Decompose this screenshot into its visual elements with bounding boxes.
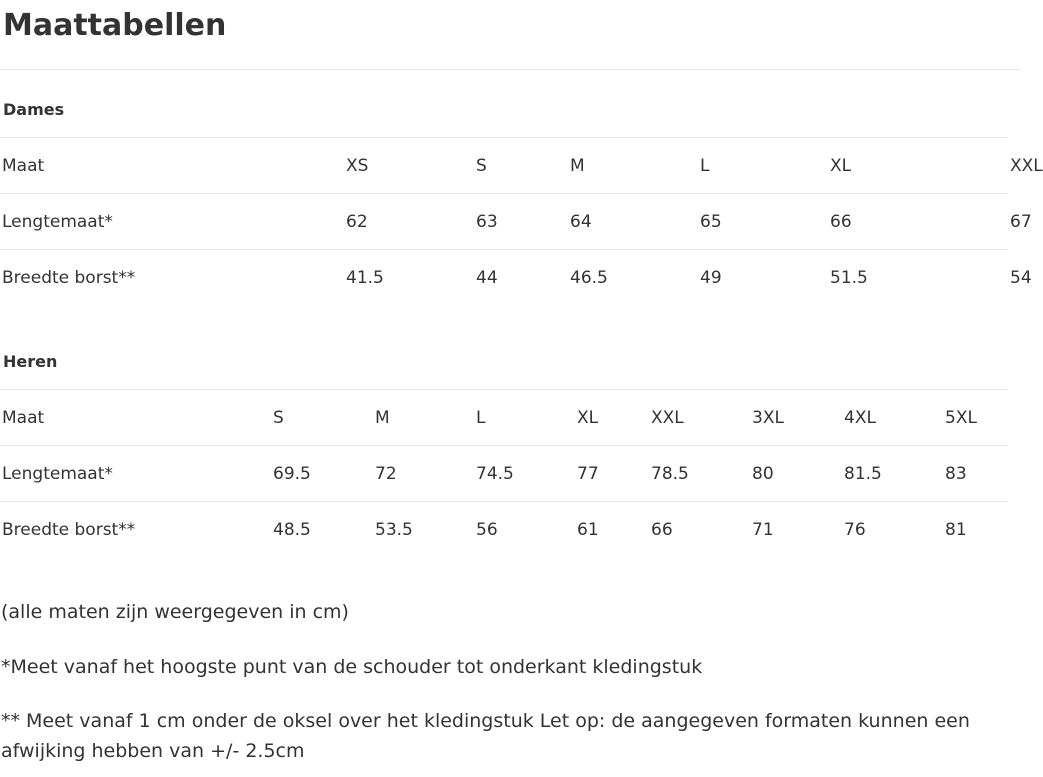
table-cell: M <box>568 138 698 194</box>
table-cell: S <box>271 390 373 446</box>
table-cell: 49 <box>698 250 828 306</box>
heren-size-table <box>0 389 1008 557</box>
chest-note: ** Meet vanaf 1 cm onder de oksel over het kledingstuk Let op: de aangegeven formaten kunnen een afwijking hebben van +/- 2.5cm <box>1 710 970 762</box>
table-cell: 83 <box>943 446 1008 502</box>
table-row <box>0 446 1008 502</box>
units-note: (alle maten zijn weergegeven in cm) <box>1 601 349 623</box>
table-cell: 66 <box>828 194 1008 250</box>
table-row: Breedte borst** 41.5 44 46.5 49 51.5 54 <box>0 250 1008 306</box>
table-cell: 77 <box>575 446 649 502</box>
table-cell: 61 <box>575 502 649 558</box>
table-cell: XS <box>344 138 474 194</box>
table-cell: 51.5 <box>828 250 1008 306</box>
heren-heading: Heren <box>3 352 58 371</box>
table-cell: XL <box>828 138 1008 194</box>
table-cell: 72 <box>373 446 474 502</box>
table-row <box>0 390 1008 446</box>
table-cell: 53.5 <box>373 502 474 558</box>
table-cell: 44 <box>474 250 568 306</box>
table-cell: 76 <box>842 502 943 558</box>
dames-heading: Dames <box>3 100 65 119</box>
table-cell: 66 <box>649 502 750 558</box>
table-cell: 64 <box>568 194 698 250</box>
table-cell: 65 <box>698 194 828 250</box>
row-label: Maat <box>0 390 271 446</box>
row-label: Maat <box>0 138 344 194</box>
table-cell: S <box>474 138 568 194</box>
table-cell: 81.5 <box>842 446 943 502</box>
row-label: Breedte borst** <box>0 250 344 306</box>
table-cell: 46.5 <box>568 250 698 306</box>
table-cell: XXL <box>649 390 750 446</box>
table-cell: 3XL <box>750 390 842 446</box>
table-cell: 62 <box>344 194 474 250</box>
table-cell: 4XL <box>842 390 943 446</box>
table-cell: 63 <box>474 194 568 250</box>
table-cell: 78.5 <box>649 446 750 502</box>
table-cell: 48.5 <box>271 502 373 558</box>
table-cell: M <box>373 390 474 446</box>
row-label: Breedte borst** <box>0 502 271 558</box>
table-cell: 56 <box>474 502 575 558</box>
table-cell: L <box>698 138 828 194</box>
table-cell: L <box>474 390 575 446</box>
table-row: Maat XS S M L XL XXL <box>0 138 1008 194</box>
table-cell: 74.5 <box>474 446 575 502</box>
table-cell: XL <box>575 390 649 446</box>
length-note: *Meet vanaf het hoogste punt van de schouder tot onderkant kledingstuk <box>1 656 703 678</box>
table-row <box>0 502 1008 558</box>
row-label: Lengtemaat* <box>0 194 344 250</box>
table-cell: 81 <box>943 502 1008 558</box>
table-cell: 80 <box>750 446 842 502</box>
table-cell: 71 <box>750 502 842 558</box>
dames-size-table <box>0 137 1043 305</box>
table-cell: 41.5 <box>344 250 474 306</box>
row-label: Lengtemaat* <box>0 446 271 502</box>
table-cell: 5XL <box>943 390 1008 446</box>
page-title: Maattabellen <box>3 8 227 43</box>
title-divider <box>0 69 1020 70</box>
table-row: Lengtemaat* 62 63 64 65 66 67 <box>0 194 1008 250</box>
table-cell: 69.5 <box>271 446 373 502</box>
